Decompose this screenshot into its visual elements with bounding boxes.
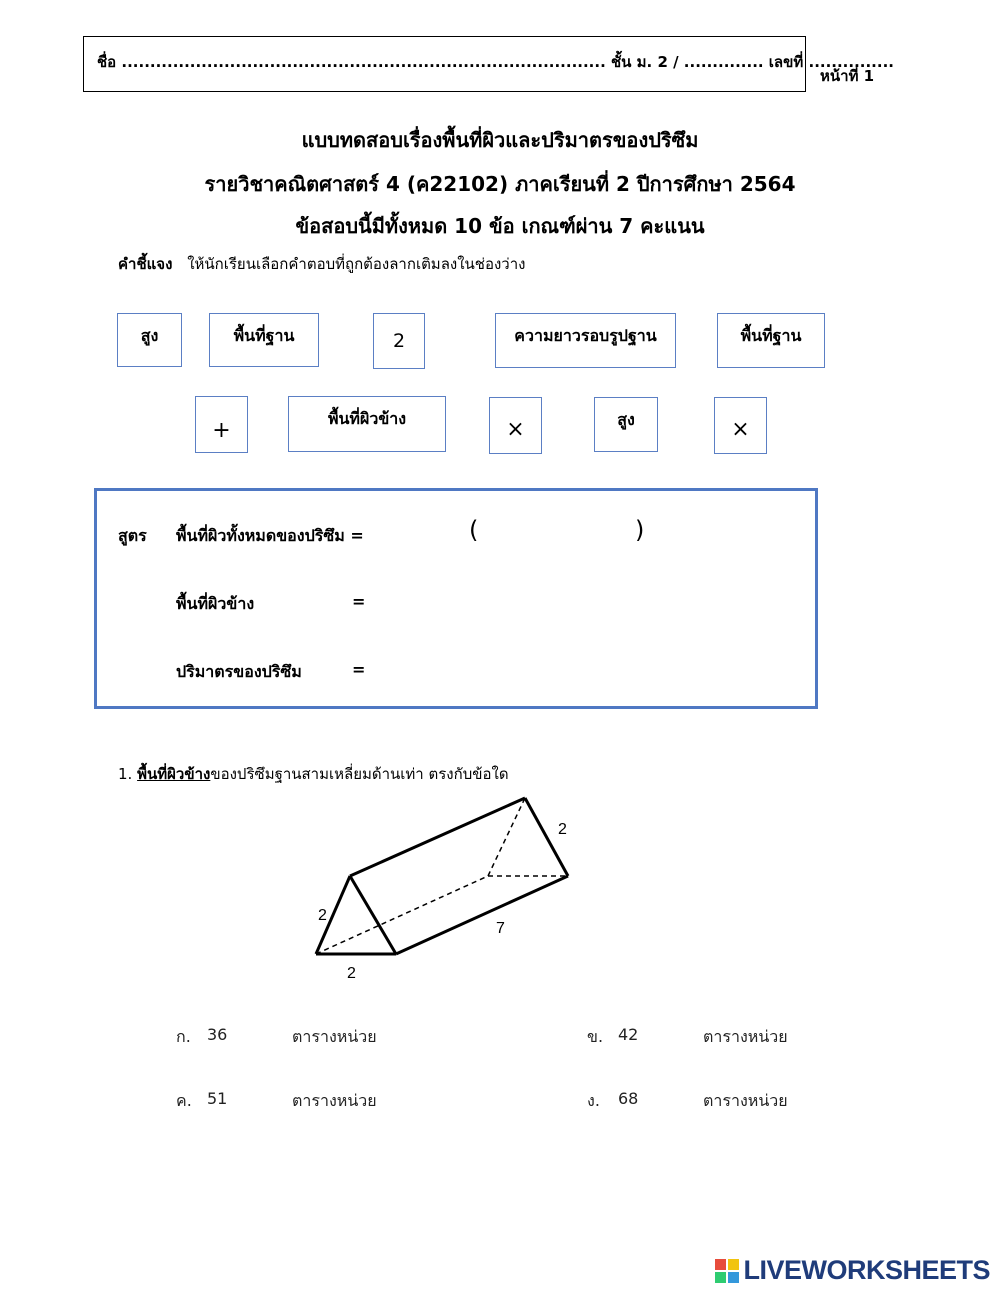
choice-letter: ค. — [176, 1091, 192, 1110]
choice-value: 42 — [618, 1025, 639, 1044]
triangular-prism-figure — [300, 790, 590, 990]
logo-square — [715, 1259, 726, 1270]
label-left-edge: 2 — [318, 907, 327, 924]
formula-volume-equals: = — [352, 660, 366, 679]
label-length: 7 — [496, 920, 505, 937]
instructions — [118, 252, 525, 276]
top-ridge-edge — [350, 798, 525, 876]
drag-option-height-2[interactable]: สูง — [594, 397, 658, 452]
logo-square — [715, 1272, 726, 1283]
formula-volume: ปริมาตรของปริซึม — [176, 662, 302, 681]
choice-a[interactable] — [176, 1025, 377, 1050]
choice-b[interactable] — [587, 1025, 788, 1050]
page-number: หน้าที่ 1 — [820, 67, 875, 85]
drag-option-base-area-2[interactable]: พื้นที่ฐาน — [717, 313, 825, 368]
choice-d[interactable] — [587, 1089, 788, 1114]
logo-text: LIVEWORKSHEETS — [743, 1255, 990, 1285]
choice-unit: ตารางหน่วย — [292, 1027, 377, 1046]
choice-letter: ง. — [587, 1091, 600, 1110]
drag-option-base-perimeter[interactable]: ความยาวรอบรูปฐาน — [495, 313, 676, 368]
choice-value: 68 — [618, 1089, 639, 1108]
question-1 — [118, 762, 509, 786]
drag-option-two[interactable]: 2 — [373, 313, 425, 369]
question-keyword: พื้นที่ผิวข้าง — [137, 765, 211, 783]
drag-option-plus[interactable]: + — [195, 396, 248, 453]
choice-unit: ตารางหน่วย — [703, 1027, 788, 1046]
drag-option-times-2[interactable]: × — [714, 397, 767, 454]
course-title: รายวิชาคณิตศาสตร์ 4 (ค22102) ภาคเรียนที่ 2 ปีการศึกษา 2564 — [204, 172, 796, 196]
formula-open-paren: ( — [469, 516, 479, 544]
student-info-line: ชื่อ ..................................................................................... ชั้น ม. 2 / .............. เลขที่ ............... — [97, 53, 894, 71]
drag-option-lateral-area[interactable]: พื้นที่ผิวข้าง — [288, 396, 446, 452]
hidden-base-edge — [316, 876, 488, 954]
formula-label: สูตร — [118, 526, 147, 545]
choice-value: 51 — [207, 1089, 228, 1108]
drag-option-times[interactable]: × — [489, 397, 542, 454]
drag-option-base-area[interactable]: พื้นที่ฐาน — [209, 313, 319, 367]
choice-value: 36 — [207, 1025, 228, 1044]
choice-unit: ตารางหน่วย — [703, 1091, 788, 1110]
choice-letter: ข. — [587, 1027, 604, 1046]
formula-close-paren: ) — [635, 516, 645, 544]
label-bottom-edge: 2 — [347, 965, 356, 982]
front-right-edge — [350, 876, 396, 954]
bottom-length-edge — [396, 876, 568, 954]
choice-unit: ตารางหน่วย — [292, 1091, 377, 1110]
formula-total-surface-area: พื้นที่ผิวทั้งหมดของปริซึม = — [176, 526, 364, 545]
liveworksheets-logo — [715, 1255, 990, 1286]
formula-lateral-equals: = — [352, 592, 366, 611]
question-number: 1. — [118, 765, 133, 783]
instructions-text: ให้นักเรียนเลือกคำตอบที่ถูกต้องลากเติมลงในช่องว่าง — [187, 255, 526, 273]
question-text: ของปริซึมฐานสามเหลี่ยมด้านเท่า ตรงกับข้อใด — [210, 765, 509, 783]
logo-square — [728, 1259, 739, 1270]
logo-square — [728, 1272, 739, 1283]
choice-c[interactable] — [176, 1089, 377, 1114]
choice-letter: ก. — [176, 1027, 191, 1046]
logo-icon — [715, 1259, 739, 1283]
instructions-label: คำชี้แจง — [118, 255, 173, 273]
test-title: แบบทดสอบเรื่องพื้นที่ผิวและปริมาตรของปริซึม — [301, 128, 699, 152]
drag-option-height[interactable]: สูง — [117, 313, 182, 367]
formula-lateral-area: พื้นที่ผิวข้าง — [176, 594, 255, 613]
label-top-edge: 2 — [558, 821, 567, 838]
hidden-back-left — [488, 798, 525, 876]
test-criteria: ข้อสอบนี้มีทั้งหมด 10 ข้อ เกณฑ์ผ่าน 7 คะแนน — [295, 214, 705, 238]
